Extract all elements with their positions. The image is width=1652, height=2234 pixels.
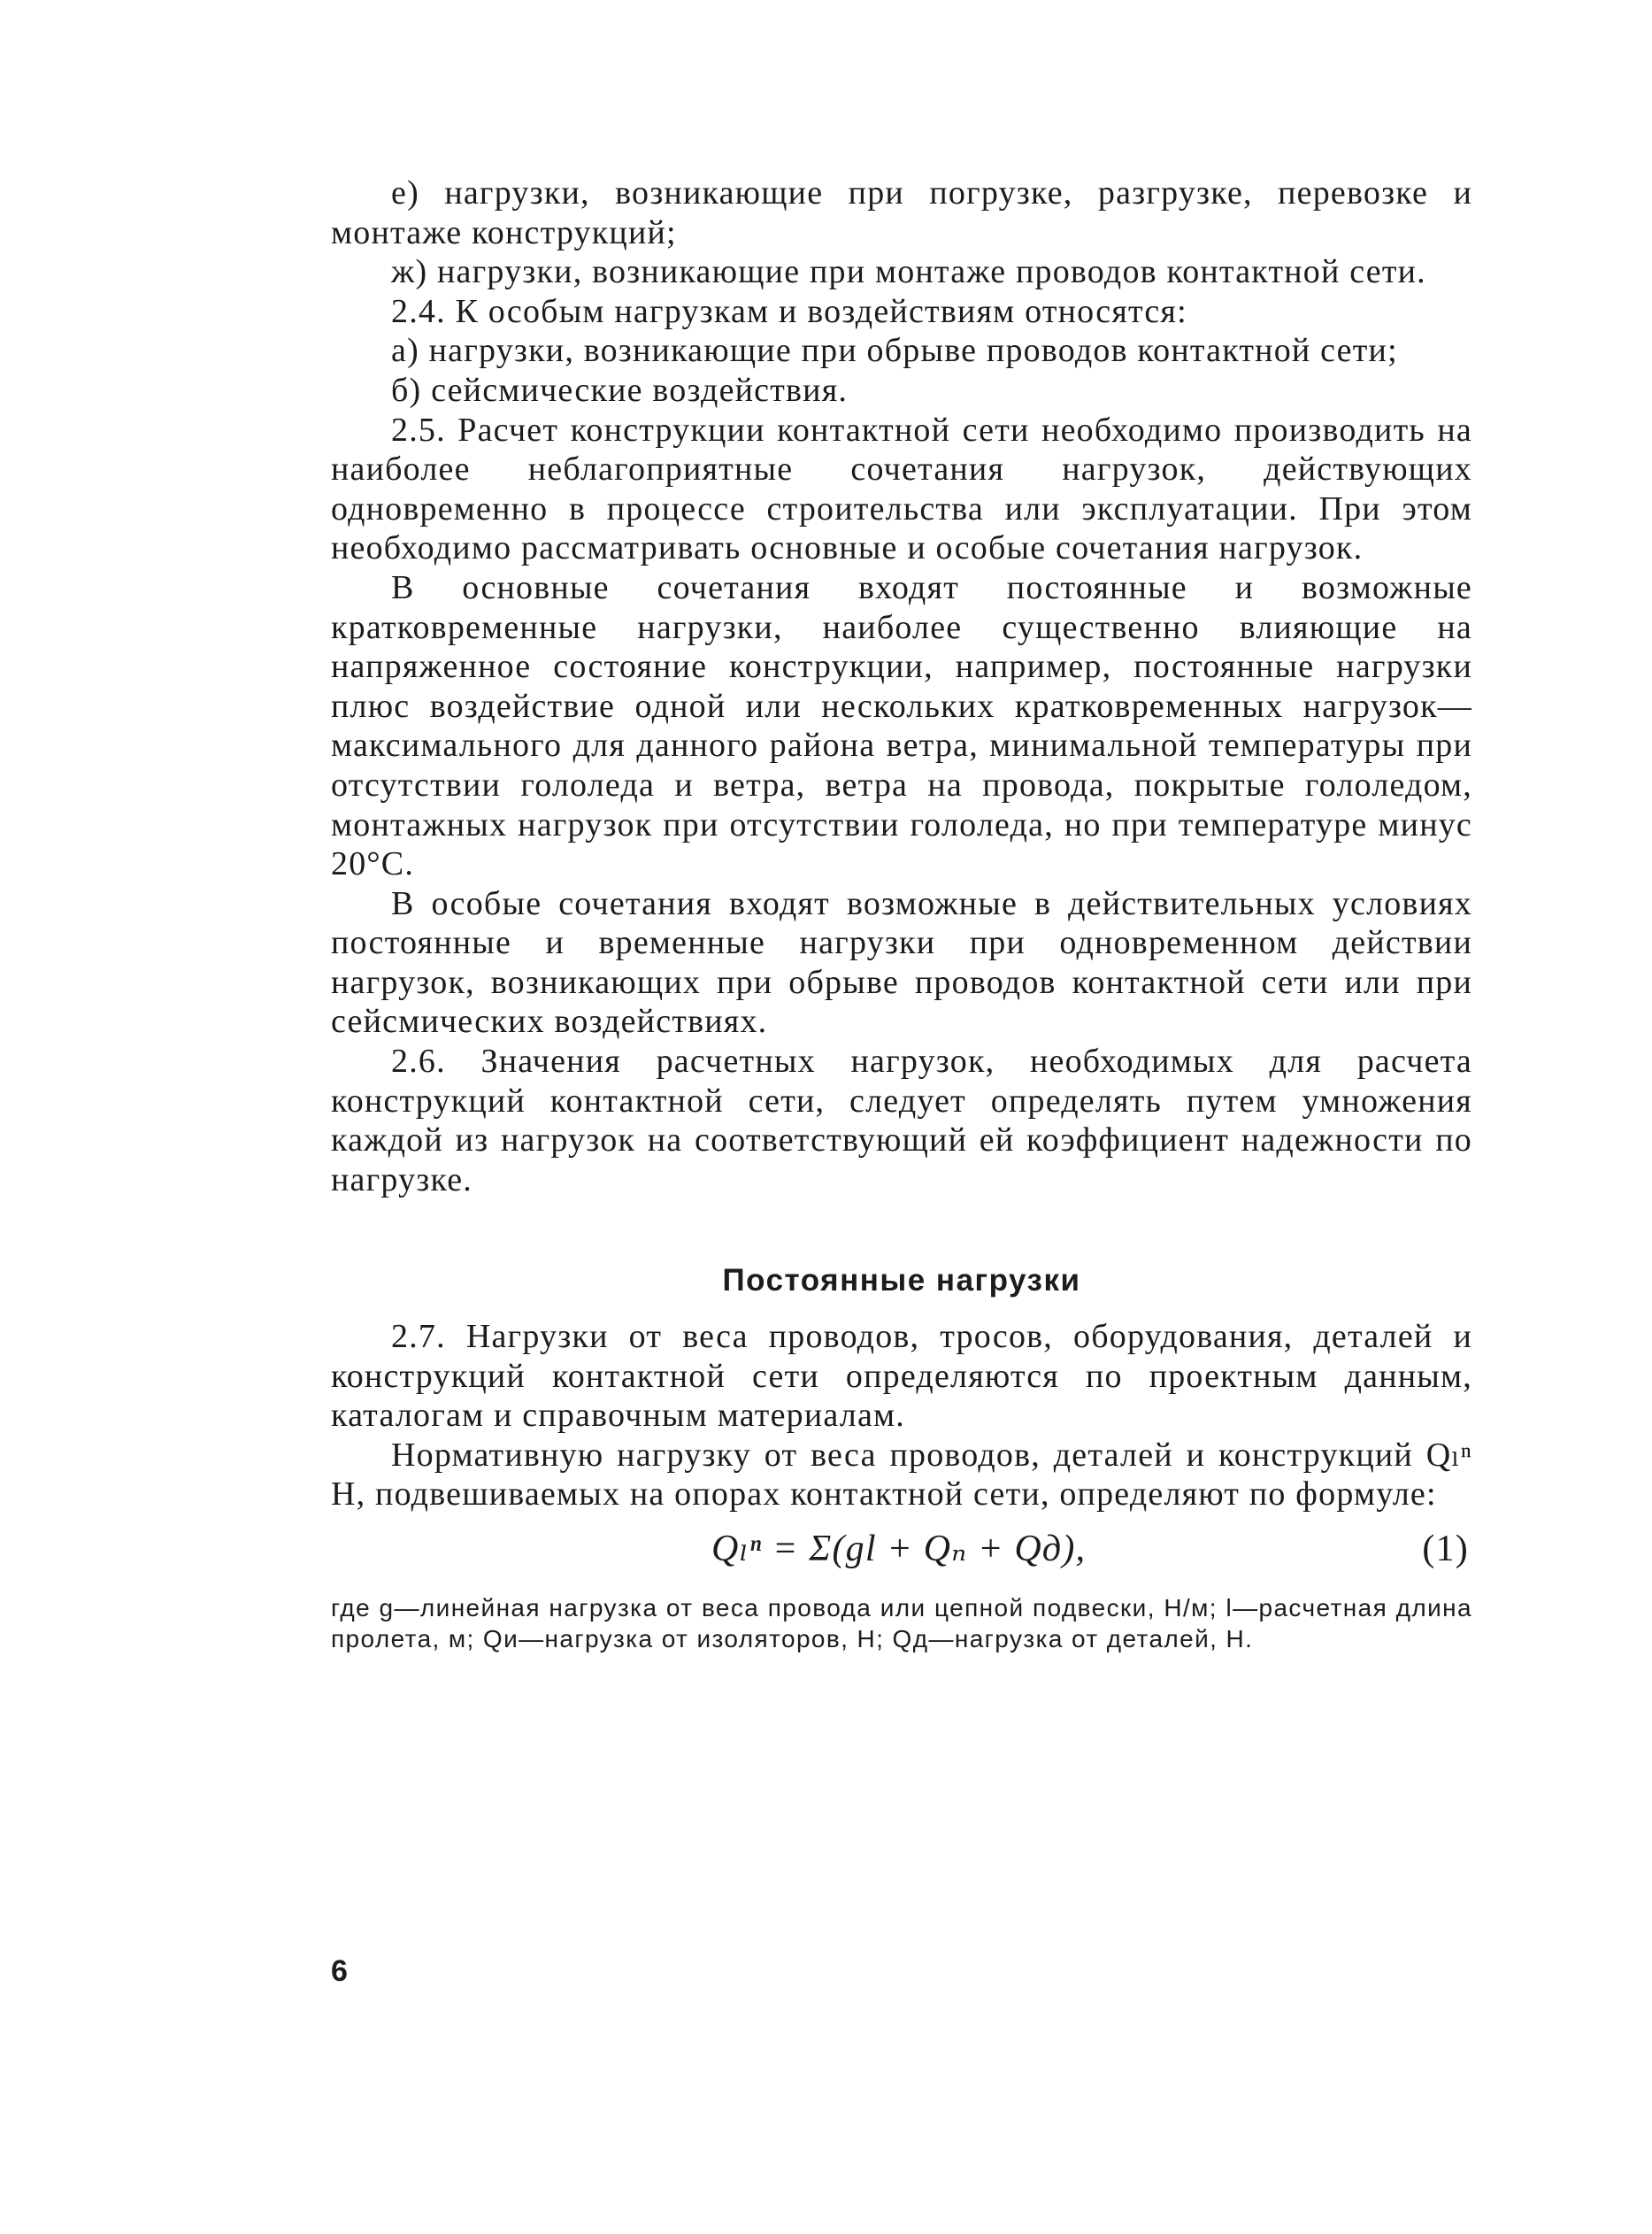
formula-expression: Qₗⁿ = Σ(gl + Qₙ + Qд), <box>711 1529 1087 1569</box>
paragraph-p-b: б) сейсмические воздействия. <box>391 371 849 409</box>
paragraph-p-2-6: 2.6. Значения расчетных нагрузок, необходимых для расчета конструкций контактной сети, следует определять путем умножения каждой из нагрузок на соответствующий ей коэффициент надежности по нагрузке. <box>331 1043 1472 1198</box>
paragraph-p-2-4: 2.4. К особым нагрузкам и воздействиям относятся: <box>391 292 1187 330</box>
paragraph-p-2-5: 2.5. Расчет конструкции контактной сети необходимо производить на наиболее неблагоприятные сочетания нагрузок, действующих одновременно в процессе строительства или эксплуатации. При этом необходимо рассматривать основные и особые сочетания нагрузок. <box>331 411 1472 567</box>
section-heading: Постоянные нагрузки <box>722 1263 1081 1298</box>
bottom-paragraphs <box>331 1317 1472 1514</box>
paragraph-p-zh: ж) нагрузки, возникающие при монтаже проводов контактной сети. <box>391 253 1426 291</box>
page-number: 6 <box>331 1954 348 1988</box>
formula-number: (1) <box>1422 1529 1469 1569</box>
paragraph-p-special: В особые сочетания входят возможные в действительных условиях постоянные и временные нагрузки при одновременном действии нагрузок, возникающих при обрыве проводов контактной сети или при сейсмических воздействиях. <box>331 884 1472 1041</box>
top-paragraphs <box>331 173 1472 1199</box>
paragraph-p-e: е) нагрузки, возникающие при погрузке, разгрузке, перевозке и монтаже конструкций; <box>331 174 1472 251</box>
paragraph-p-norm: Нормативную нагрузку от веса проводов, деталей и конструкций Qₗⁿ Н, подвешиваемых на опорах контактной сети, определяют по формуле: <box>331 1436 1472 1514</box>
paragraph-p-2-7: 2.7. Нагрузки от веса проводов, тросов, оборудования, деталей и конструкций контактной сети определяются по проектным данным, каталогам и справочным материалам. <box>331 1318 1472 1435</box>
paragraph-p-main: В основные сочетания входят постоянные и возможные кратковременные нагрузки, наиболее существенно влияющие на напряженное состояние конструкции, например, постоянные нагрузки плюс воздействие одной или нескольких кратковременных нагрузок—максимального для данного района ветра, минимальной температуры при отсутствии гололеда и ветра, ветра на провода, покрытые гололедом, монтажных нагрузок при отсутствии гололеда, но при температуре минус 20°С. <box>331 568 1472 883</box>
footnote: где g—линейная нагрузка от веса провода или цепной подвески, Н/м; l—расчетная длина пролета, м; Qи—нагрузка от изоляторов, Н; Qд—нагрузка от деталей, Н. <box>331 1594 1472 1652</box>
paragraph-p-a: а) нагрузки, возникающие при обрыве проводов контактной сети; <box>391 332 1398 370</box>
body-text <box>331 173 1472 1654</box>
formula-1 <box>331 1520 1472 1578</box>
